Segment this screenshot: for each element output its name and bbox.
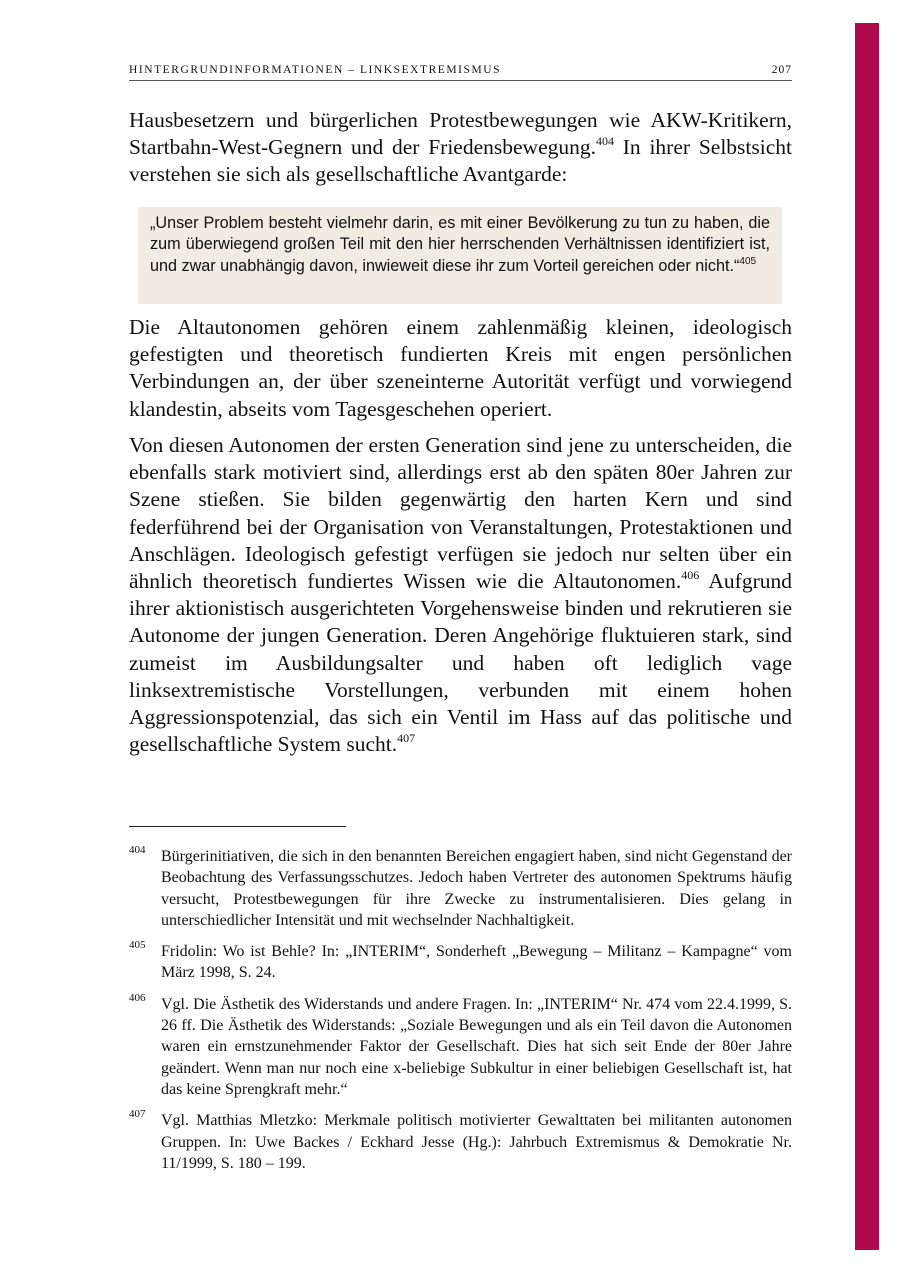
footnote-ref-407[interactable]: 407 [397, 731, 416, 746]
footnote-ref-406[interactable]: 406 [681, 568, 700, 583]
header-title: HINTERGRUNDINFORMATIONEN – LINKSEXTREMISMUS [129, 64, 502, 76]
quote-text: „Unser Problem besteht vielmehr darin, es mit einer Bevölkerung zu tun zu haben, die zum überwiegend großen Teil mit den hier herrschenden Verhältnissen identifiziert ist, und zwar unabhängig davon, inwieweit diese ihr zum Vorteil gereichen oder nicht.“ [150, 214, 770, 275]
paragraph-3-text-middle: Aufgrund ihrer aktionistisch ausgerichteten Vorgehensweise binden und rekrutieren sie Autonome der jungen Generation. Deren Angehörige fluktuieren stark, sind zumeist im Ausbildungsalter und haben oft lediglich vage linksextremistische Vorstellungen, verbunden mit einem hohen Aggressionspotenzial, das sich ein Ventil im Hass auf das politische und gesellschaftliche System sucht. [129, 569, 792, 757]
footnote-number: 404 [129, 844, 146, 856]
paragraph-3-text: Von diesen Autonomen der ersten Generation sind jene zu unterscheiden, die ebenfalls stark motiviert sind, allerdings erst ab den späten 80er Jahren zur Szene stießen. Sie bilden gegenwärtig den harten Kern und sind federführend bei der Organisation von Veranstaltungen, Protestaktionen und Anschlägen. Ideologisch gefestigt verfügen sie jedoch nur selten über ein ähnlich theoretisch fundiertes Wissen wie die Altautonomen. [129, 433, 792, 594]
footnote-text: Bürgerinitiativen, die sich in den benannten Bereichen engagiert haben, sind nicht Gegenstand der Beobachtung des Verfassungsschutzes. Jedoch haben Vertreter des autonomen Spektrums häufig versucht, Protestbewegungen für ihre Zwecke zu instrumentalisieren. Dies gelang in unterschiedlicher Intensität und mit wechselnder Nachhaltigkeit. [161, 848, 792, 929]
running-header [129, 62, 792, 81]
footnote [129, 941, 792, 984]
paragraph-1-text-end: In ihrer Selbstsicht verstehen sie sich als gesellschaftliche Avantgarde: [129, 135, 792, 187]
footnote-ref-404[interactable]: 404 [596, 134, 614, 149]
footnote-text: Fridolin: Wo ist Behle? In: „INTERIM“, Sonderheft „Bewegung – Militanz – Kampagne“ vom März 1998, S. 24. [161, 943, 792, 982]
footnotes [129, 846, 792, 1184]
quote-box [138, 207, 782, 304]
footnote-text: Vgl. Die Ästhetik des Widerstands und andere Fragen. In: „INTERIM“ Nr. 474 vom 22.4.1999, S. 26 ff. Die Ästhetik des Widerstands: „Soziale Bewegungen und als ein Teil davon die Autonomen waren ein ernstzunehmender Faktor der Gesellschaft. Dies hat sich seit Ende der 80er Jahre geändert. Wenn man nur noch eine x-beliebige Subkultur in einer beliebigen Gesellschaft ist, hat das keine Sprengkraft mehr.“ [161, 995, 792, 1098]
footnote-number: 405 [129, 939, 146, 952]
paragraph-2-text: Die Altautonomen gehören einem zahlenmäßig kleinen, ideologisch gefestigten und theoretisch fundierten Kreis mit engen persönlichen Verbindungen an, der über szeneinterne Autorität verfügt und vorwiegend klandestin, abseits vom Tagesgeschehen operiert. [129, 315, 792, 421]
footnote-text: Vgl. Matthias Mletzko: Merkmale politisch motivierter Gewalttaten bei militanten autonomen Gruppen. In: Uwe Backes / Eckhard Jesse (Hg.): Jahrbuch Extremismus & Demokratie Nr. 11/1999, S. 180 – 199. [161, 1112, 792, 1172]
footnote [129, 846, 792, 931]
paragraph-1 [129, 107, 792, 189]
side-color-bar [855, 23, 879, 1250]
paragraph-1-text: Hausbesetzern und bürgerlichen Protestbewegungen wie AKW-Kritikern, Startbahn-West-Gegnern und der Friedensbewegung. [129, 108, 792, 160]
footnote-number: 406 [129, 991, 146, 1004]
footnote [129, 1110, 792, 1174]
page-number: 207 [771, 64, 792, 76]
paragraph-2 [129, 314, 792, 423]
footnote [129, 991, 792, 1100]
footnote-separator [129, 826, 346, 827]
footnote-ref-405[interactable]: 405 [739, 255, 757, 267]
footnote-number: 407 [129, 1108, 146, 1121]
paragraph-3 [129, 432, 792, 758]
